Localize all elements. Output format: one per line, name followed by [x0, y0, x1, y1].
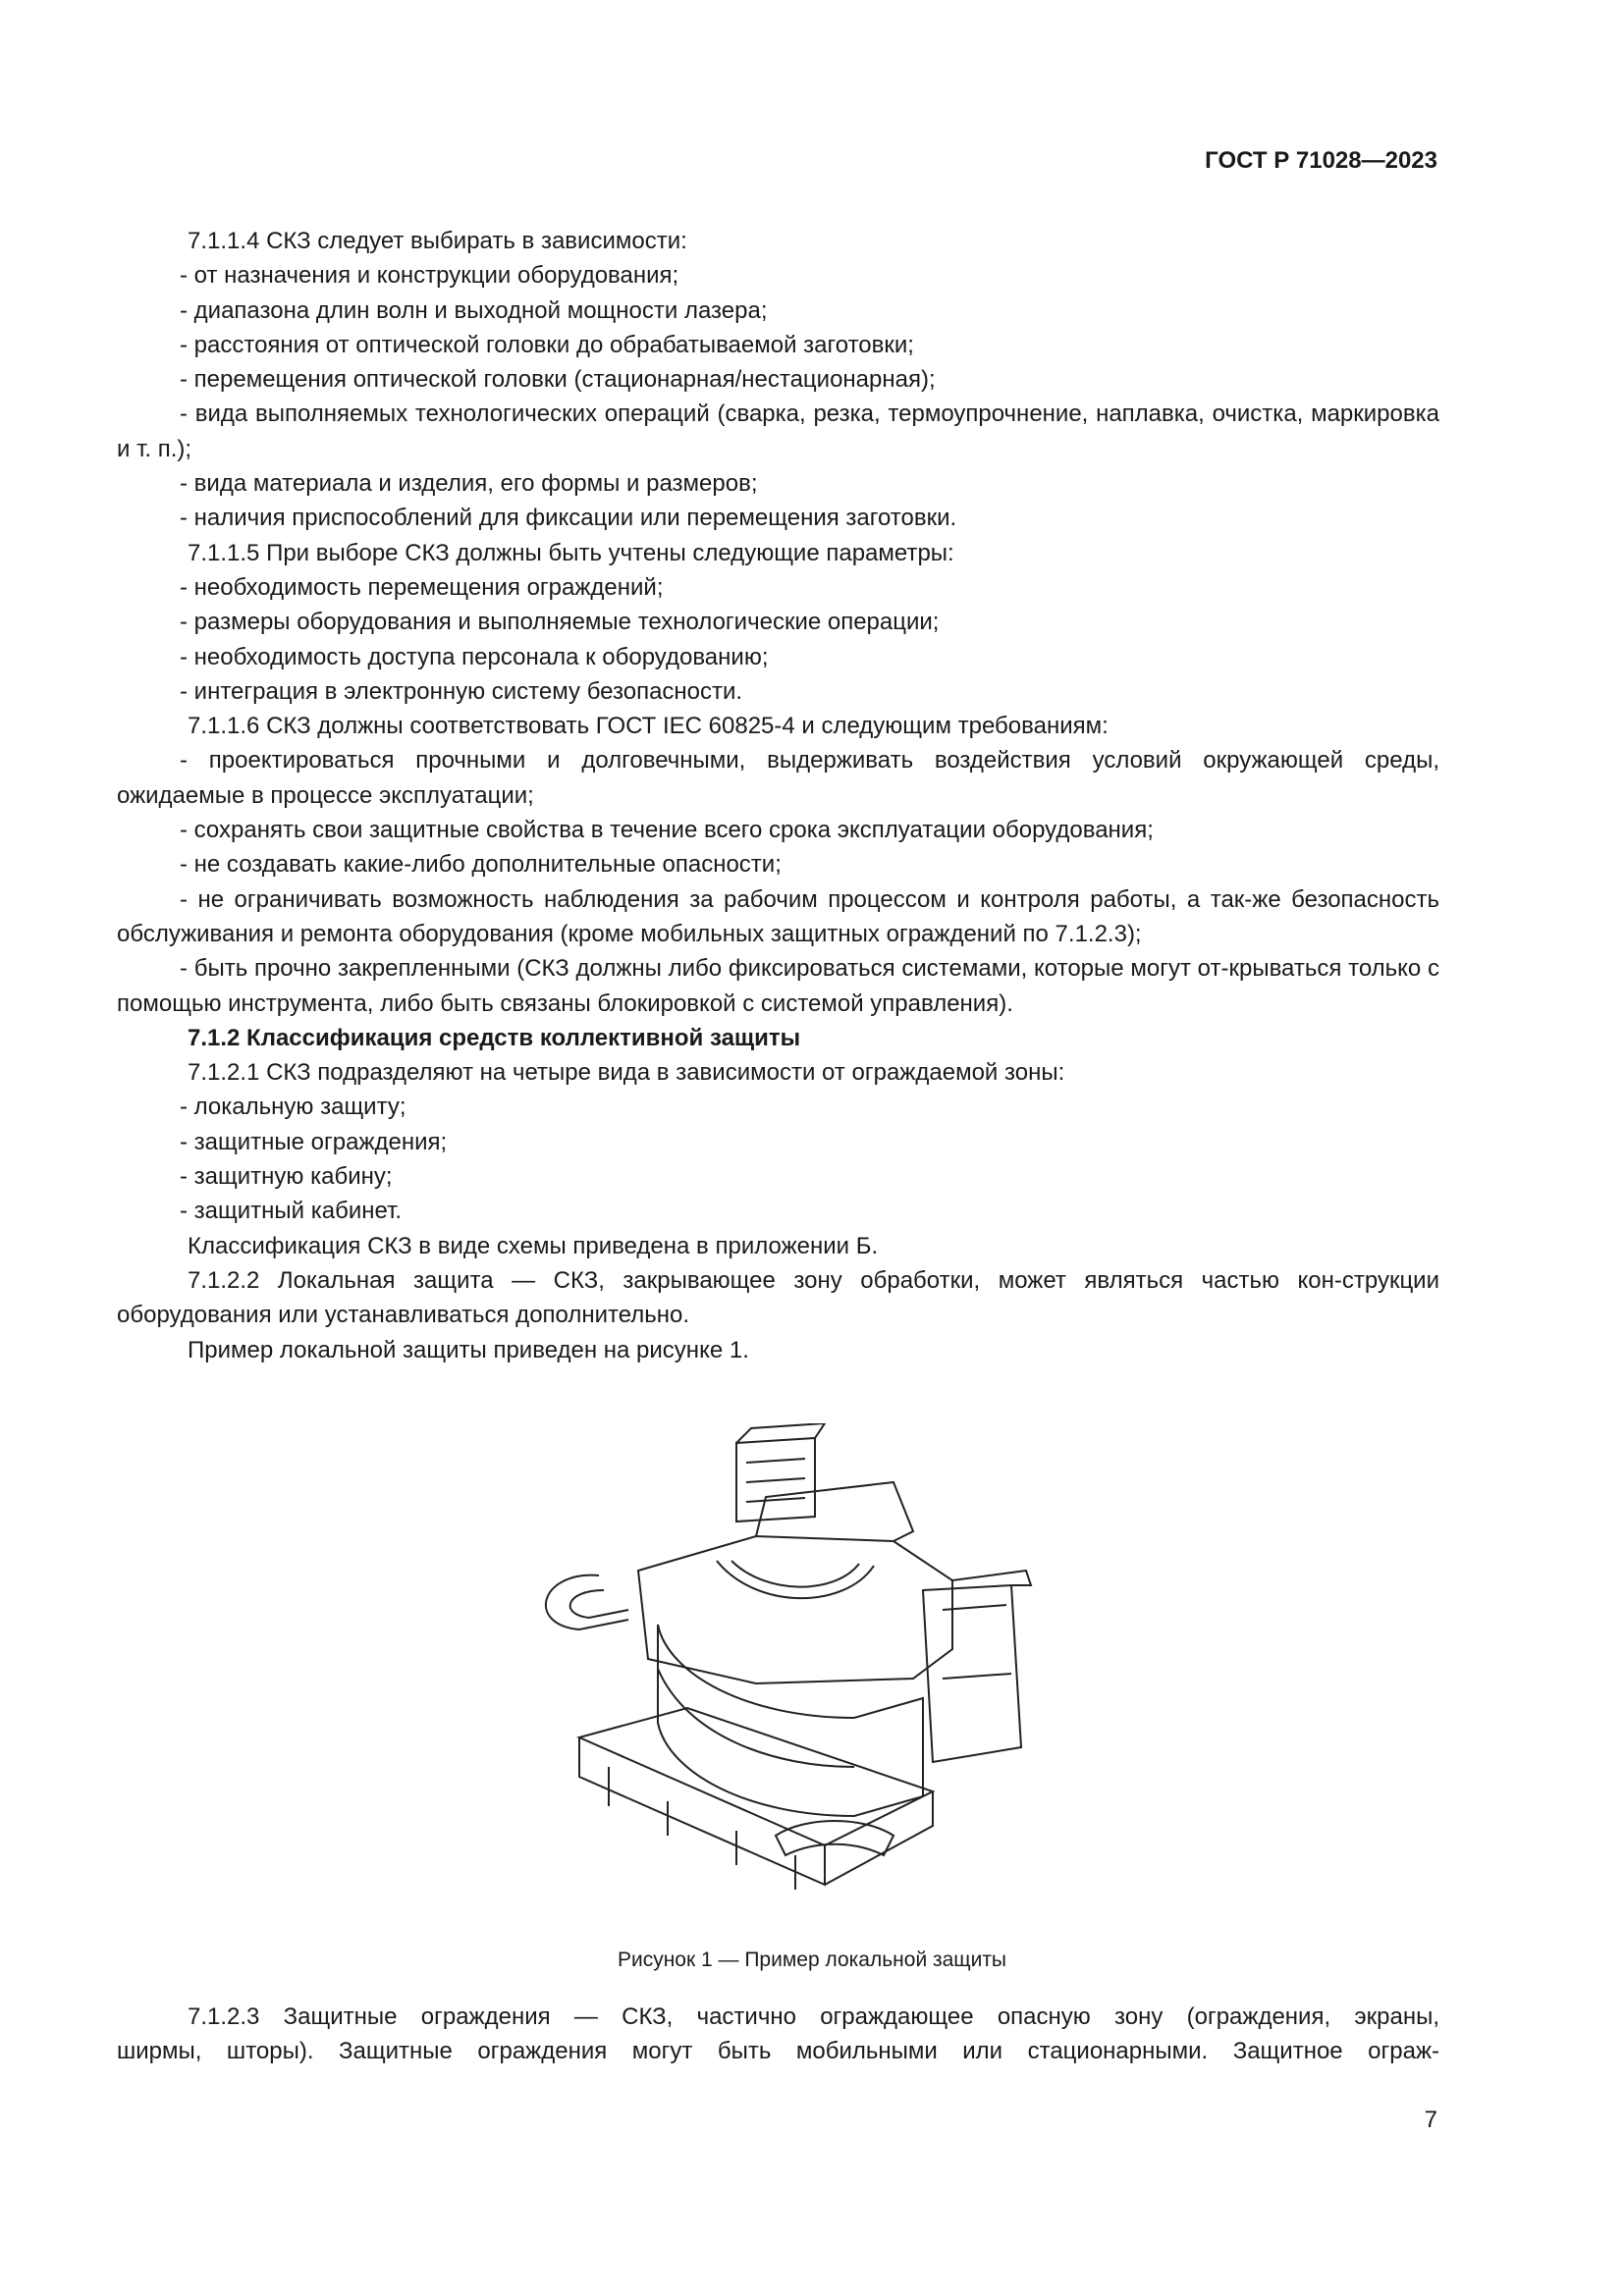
paragraph: - расстояния от оптической головки до обрабатываемой заготовки;	[180, 331, 914, 358]
figure-local-protection	[520, 1423, 1051, 1934]
paragraph: Пример локальной защиты приведен на рисунке 1.	[188, 1336, 749, 1363]
paragraph: - локальную защиту;	[180, 1094, 406, 1121]
local-protection-drawing	[520, 1423, 1051, 1934]
paragraph: - защитную кабину;	[180, 1163, 393, 1191]
paragraph: - вида выполняемых технологических операций (сварка, резка, термоупрочнение, наплавка, очистка, маркировка и т. п.);	[117, 400, 1439, 462]
paragraph: ширмы, шторы). Защитные ограждения могут быть мобильными или стационарными. Защитное ограж-	[117, 2038, 1439, 2065]
paragraph: - сохранять свои защитные свойства в течение всего срока эксплуатации оборудования;	[180, 817, 1154, 844]
paragraph: 7.1.2.1 СКЗ подразделяют на четыре вида в зависимости от ограждаемой зоны:	[188, 1059, 1065, 1087]
paragraph: - защитный кабинет.	[180, 1198, 403, 1225]
document-header: ГОСТ Р 71028—2023	[1205, 147, 1437, 174]
paragraph: 7.1.1.5 При выборе СКЗ должны быть учтены следующие параметры:	[188, 539, 954, 566]
paragraph: - диапазона длин волн и выходной мощности лазера;	[180, 296, 768, 324]
paragraph: - проектироваться прочными и долговечными, выдерживать воздействия условий окружающей среды, ожидаемые в процессе эксплуатации;	[117, 747, 1439, 809]
paragraph: - наличия приспособлений для фиксации или перемещения заготовки.	[180, 505, 957, 532]
paragraph: Классификация СКЗ в виде схемы приведена в приложении Б.	[188, 1232, 879, 1259]
paragraph: 7.1.1.6 СКЗ должны соответствовать ГОСТ IEC 60825-4 и следующим требованиям:	[188, 713, 1109, 740]
paragraph: - не создавать какие-либо дополнительные опасности;	[180, 851, 782, 879]
paragraph: - необходимость доступа персонала к оборудованию;	[180, 643, 769, 670]
body-text	[117, 224, 1439, 1367]
paragraph: 7.1.2.3 Защитные ограждения — СКЗ, частично ограждающее опасную зону (ограждения, экраны,	[188, 2003, 1439, 2030]
paragraph: - размеры оборудования и выполняемые технологические операции;	[180, 609, 940, 636]
paragraph: - необходимость перемещения ограждений;	[180, 573, 664, 601]
paragraph: 7.1.2 Классификация средств коллективной защиты	[188, 1024, 801, 1051]
paragraph: - не ограничивать возможность наблюдения за рабочим процессом и контроля работы, а так-же безопасность обслуживания и ремонта оборудования (кроме мобильных защитных ограждений по 7.1.2.3);	[117, 885, 1439, 947]
paragraph: 7.1.1.4 СКЗ следует выбирать в зависимости:	[188, 228, 687, 254]
paragraph: - интеграция в электронную систему безопасности.	[180, 677, 743, 705]
paragraph: - перемещения оптической головки (стационарная/нестационарная);	[180, 366, 936, 394]
page-number: 7	[1424, 2107, 1437, 2133]
paragraph: - защитные ограждения;	[180, 1128, 448, 1155]
paragraph: - вида материала и изделия, его формы и размеров;	[180, 470, 758, 498]
bottom-text	[117, 2000, 1439, 2069]
figure-caption: Рисунок 1 — Пример локальной защиты	[617, 1949, 1007, 1971]
paragraph: - от назначения и конструкции оборудования;	[180, 262, 679, 290]
paragraph: 7.1.2.2 Локальная защита — СКЗ, закрывающее зону обработки, может являться частью кон-струкции оборудования или устанавливаться дополнительно.	[117, 1266, 1439, 1329]
paragraph: - быть прочно закрепленными (СКЗ должны либо фиксироваться системами, которые могут от-крываться только с помощью инструмента, либо быть связаны блокировкой с системой управления).	[117, 955, 1439, 1017]
